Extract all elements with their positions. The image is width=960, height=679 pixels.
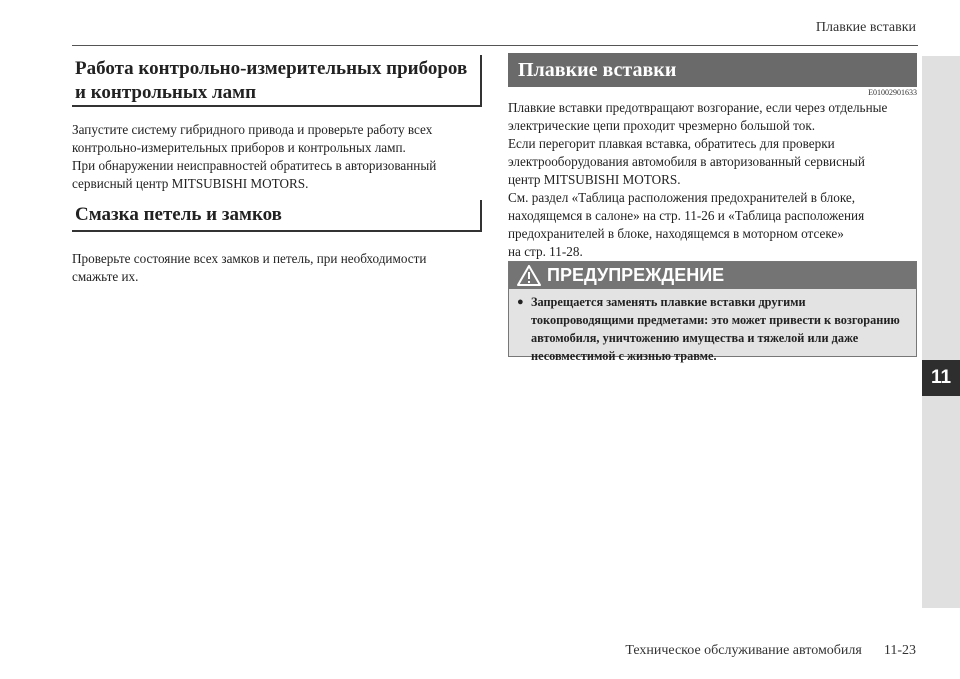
text-line: сервисный центр MITSUBISHI MOTORS. — [72, 176, 309, 191]
warning-header — [509, 262, 916, 289]
chapter-sidebar — [922, 56, 960, 608]
chapter-tab[interactable]: 11 — [922, 360, 960, 396]
header-rule — [72, 45, 918, 46]
section-heading-hinges: Смазка петель и замков — [72, 200, 482, 232]
text-line: находящемся в салоне» на стр. 11-26 и «Таблица расположения — [508, 208, 865, 223]
text-line: токопроводящими предметами: это может привести к возгоранию — [531, 313, 900, 327]
heading-line: и контрольных ламп — [75, 82, 257, 103]
text-line: предохранителей в блоке, находящемся в моторном отсеке» — [508, 226, 844, 241]
warning-text — [517, 293, 908, 365]
warning-triangle-icon — [517, 265, 541, 286]
page-footer — [625, 643, 916, 659]
bullet-icon: ● — [517, 296, 524, 308]
footer-chapter-title: Техническое обслуживание автомобиля — [625, 643, 862, 658]
text-line: автомобиля, уничтожению имущества и тяжелой или даже — [531, 331, 859, 345]
text-line: электрооборудования автомобиля в авторизованный сервисный — [508, 154, 865, 169]
text-line: центр MITSUBISHI MOTORS. — [508, 172, 681, 187]
running-header: Плавкие вставки — [815, 20, 916, 35]
text-line: При обнаружении неисправностей обратитесь в авторизованный — [72, 158, 437, 173]
text-line: смажьте их. — [72, 269, 139, 284]
instruments-paragraph — [72, 121, 477, 193]
text-line: Запрещается заменять плавкие вставки другими — [531, 295, 806, 309]
text-line: контрольно-измерительных приборов и контрольных ламп. — [72, 140, 406, 155]
warning-label: ПРЕДУПРЕЖДЕНИЕ — [547, 265, 725, 285]
text-line: Если перегорит плавкая вставка, обратитесь для проверки — [508, 136, 835, 151]
section-heading-fuses: Плавкие вставки — [508, 53, 917, 87]
heading-line: Работа контрольно-измерительных приборов — [75, 58, 468, 79]
section-code: E01002901633 — [868, 88, 917, 97]
text-line: См. раздел «Таблица расположения предохранителей в блоке, — [508, 190, 856, 205]
hinges-paragraph — [72, 250, 477, 286]
section-heading-instruments — [72, 55, 482, 107]
text-line: Плавкие вставки предотвращают возгорание, если через отдельные — [508, 100, 888, 115]
fuses-paragraph — [508, 99, 918, 261]
page-number: 11-23 — [883, 643, 916, 658]
text-line: на стр. 11-28. — [508, 244, 583, 259]
text-line: Запустите систему гибридного привода и проверьте работу всех — [72, 122, 433, 137]
text-line: Проверьте состояние всех замков и петель, при необходимости — [72, 251, 427, 266]
text-line: несовместимой с жизнью травме. — [531, 349, 717, 363]
warning-box — [508, 261, 917, 363]
text-line: электрические цепи проходит чрезмерно большой ток. — [508, 118, 816, 133]
